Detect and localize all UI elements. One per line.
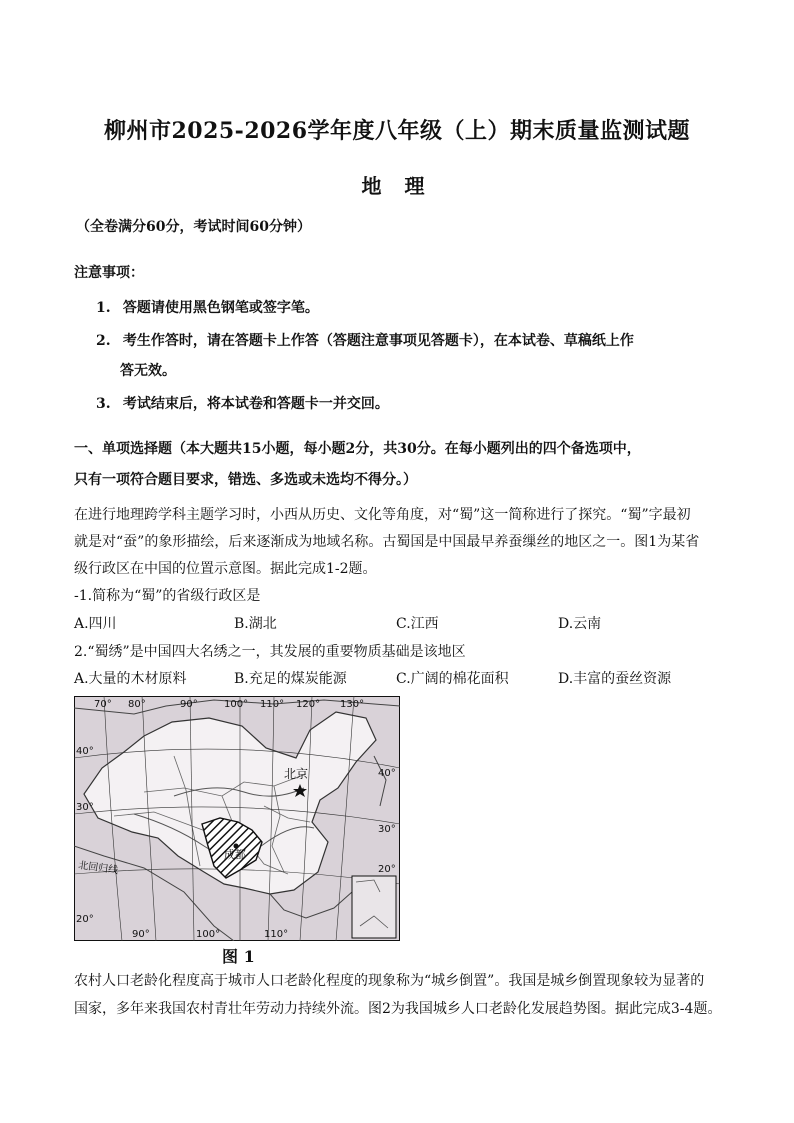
question-2-option-c: C.广阔的棉花面积	[396, 671, 509, 687]
lon-label-bottom-110: 110°	[264, 929, 289, 940]
lat-label-right-30: 30°	[378, 824, 396, 835]
lat-label-left-40: 40°	[76, 746, 94, 757]
lat-label-right-20: 20°	[378, 864, 396, 875]
question-1-stem: -1.简称为“蜀”的省级行政区是	[74, 588, 261, 604]
passage-2-line-2: 国家，多年来我国农村青壮年劳动力持续外流。图2为我国城乡人口老龄化发展趋势图。据此完成3-4题。	[74, 1001, 722, 1017]
question-1-option-d: D.云南	[558, 616, 602, 632]
question-2-option-a: A.大量的木材原料	[74, 671, 187, 687]
china-location-map	[74, 696, 400, 941]
lon-label-bottom-90: 90°	[132, 929, 150, 940]
lat-label-left-30: 30°	[76, 802, 94, 813]
lon-label-70: 70°	[94, 699, 112, 710]
notice-heading: 注意事项：	[74, 265, 144, 281]
beijing-label: 北京	[284, 767, 309, 781]
lon-label-100: 100°	[224, 699, 249, 710]
notice-item-text: 考生作答时，请在答题卡上作答（答题注意事项见答题卡），在本试卷、草稿纸上作	[122, 333, 634, 349]
lon-label-80: 80°	[128, 699, 146, 710]
figure-1-caption: 图 1	[222, 947, 255, 966]
question-1-option-a: A.四川	[74, 616, 117, 632]
tropic-label: 北回归线	[77, 860, 119, 877]
notice-item-1	[96, 297, 319, 317]
lon-label-bottom-100: 100°	[196, 929, 221, 940]
passage-2-line-1: 农村人口老龄化程度高于城市人口老龄化程度的现象称为“城乡倒置”。我国是城乡倒置现象较为显著的	[74, 973, 705, 989]
south-china-sea-inset	[352, 876, 396, 938]
question-1-option-c: C.江西	[396, 616, 439, 632]
notice-item-number: 3.	[96, 396, 111, 412]
notice-item-3	[96, 393, 389, 413]
lat-label-right-40: 40°	[378, 768, 396, 779]
notice-item-text: 考试结束后，将本试卷和答题卡一并交回。	[122, 396, 389, 412]
question-2-option-b: B.充足的煤炭能源	[234, 671, 347, 687]
notice-item-text: 答题请使用黑色钢笔或签字笔。	[122, 300, 319, 316]
notice-item-2-continued: 答无效。	[120, 363, 176, 379]
chengdu-label: 成都	[224, 848, 246, 861]
lat-label-left-20: 20°	[76, 914, 94, 925]
question-2-option-d: D.丰富的蚕丝资源	[558, 671, 672, 687]
notice-item-number: 1.	[96, 300, 111, 316]
passage-1-line-1: 在进行地理跨学科主题学习时，小西从历史、文化等角度，对“蜀”这一简称进行了探究。“蜀”字最初	[74, 507, 691, 523]
lon-label-120: 120°	[296, 699, 321, 710]
question-1-option-b: B.湖北	[234, 616, 277, 632]
lon-label-110: 110°	[260, 699, 285, 710]
notice-item-2	[96, 330, 634, 350]
subject-title: 地 理	[361, 174, 433, 198]
lon-label-130: 130°	[340, 699, 365, 710]
section-heading-line-1: 一、单项选择题（本大题共15小题，每小题2分，共30分。在每小题列出的四个备选项中，	[74, 441, 641, 457]
section-heading-line-2: 只有一项符合题目要求，错选、多选或未选均不得分。）	[74, 472, 417, 488]
exam-info: （全卷满分60分，考试时间60分钟）	[76, 219, 311, 235]
lon-label-90: 90°	[180, 699, 198, 710]
passage-1-line-3: 级行政区在中国的位置示意图。据此完成1-2题。	[74, 561, 377, 577]
notice-item-number: 2.	[96, 333, 111, 349]
exam-title: 柳州市2025-2026学年度八年级（上）期末质量监测试题	[103, 118, 691, 144]
passage-1-line-2: 就是对“蚕”的象形描绘，后来逐渐成为地域名称。古蜀国是中国最早养蚕缫丝的地区之一。图1为某省	[74, 534, 700, 550]
question-2-stem: 2.“蜀绣”是中国四大名绣之一，其发展的重要物质基础是该地区	[74, 644, 466, 660]
